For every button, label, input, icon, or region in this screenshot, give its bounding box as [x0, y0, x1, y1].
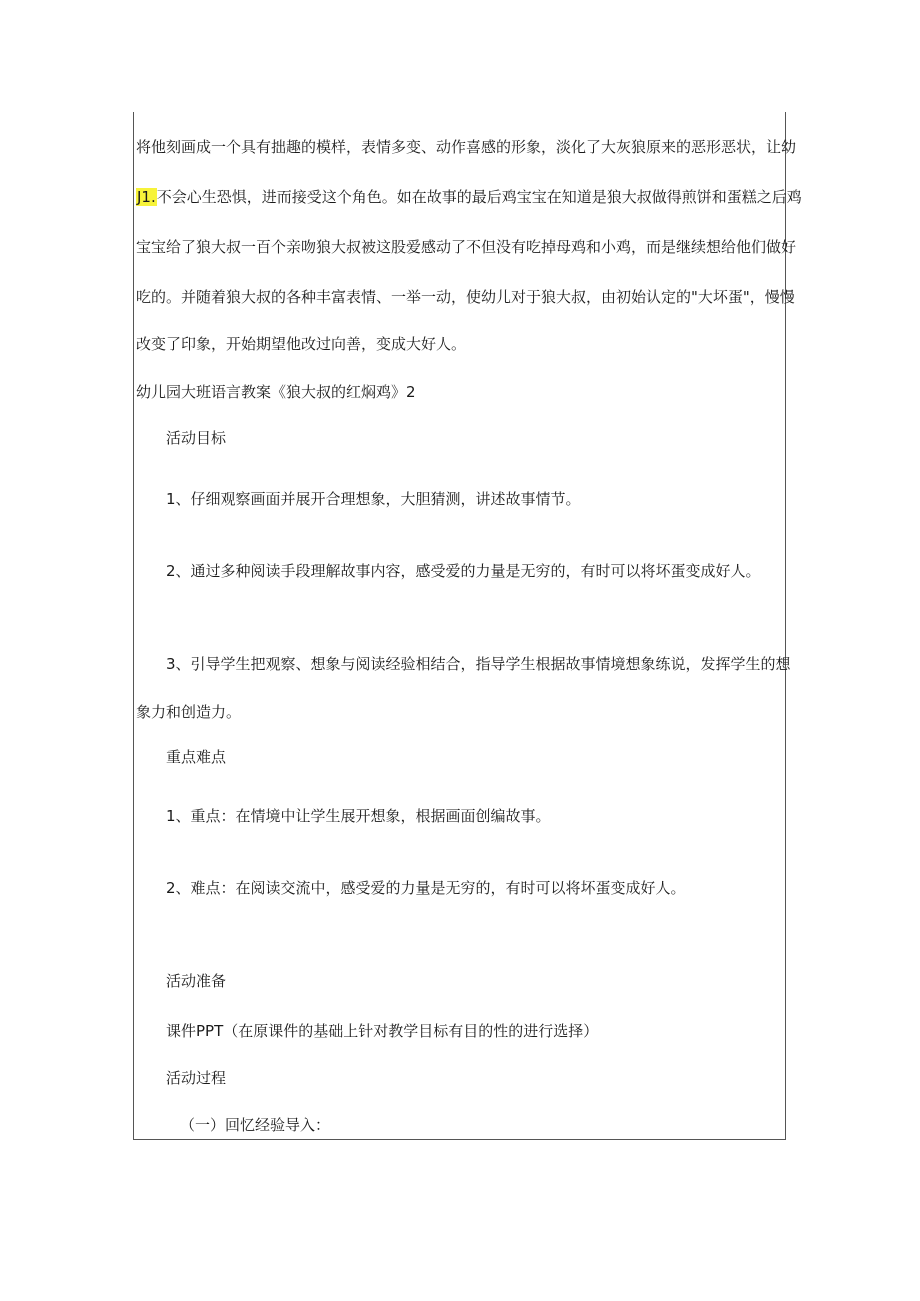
key-points-heading: 重点难点: [166, 748, 227, 766]
goals-heading: 活动目标: [166, 429, 227, 447]
intro-line-1: 将他刻画成一个具有拙趣的模样，表情多变、动作喜感的形象，淡化了大灰狼原来的恶形恶状，让幼: [136, 138, 797, 156]
goal-item-3-cont: 象力和创造力。: [136, 703, 242, 721]
preparation-item: 课件PPT（在原课件的基础上针对教学目标有目的性的进行选择）: [166, 1022, 599, 1040]
process-step-1: （一）回忆经验导入：: [180, 1116, 331, 1134]
intro-line-2: [136, 187, 802, 207]
goal-item-1: 1、仔细观察画面并展开合理想象，大胆猜测，讲述故事情节。: [166, 490, 581, 508]
page-frame: [133, 112, 797, 1140]
highlight-mark: J1.: [137, 188, 156, 206]
intro-line-2-text: 不会心生恐惧，进而接受这个角色。如在故事的最后鸡宝宝在知道是狼大叔做得煎饼和蛋糕之后鸡: [156, 188, 802, 206]
goal-item-3: 3、引导学生把观察、想象与阅读经验相结合，指导学生根据故事情境想象练说，发挥学生的想: [166, 655, 791, 673]
key-point-1: 1、重点：在情境中让学生展开想象，根据画面创编故事。: [166, 807, 551, 825]
preparation-heading: 活动准备: [166, 972, 227, 990]
intro-line-3: 宝宝给了狼大叔一百个亲吻狼大叔被这股爱感动了不但没有吃掉母鸡和小鸡，而是继续想给他们做好: [136, 238, 797, 256]
intro-line-4: 吃的。并随着狼大叔的各种丰富表情、一举一动，使幼儿对于狼大叔，由初始认定的"大坏蛋"，慢慢: [136, 288, 795, 306]
goal-item-2: 2、通过多种阅读手段理解故事内容，感受爱的力量是无穷的，有时可以将坏蛋变成好人。: [166, 562, 761, 580]
key-point-2: 2、难点：在阅读交流中，感受爱的力量是无穷的，有时可以将坏蛋变成好人。: [166, 879, 686, 897]
document-title: 幼儿园大班语言教案《狼大叔的红焖鸡》2: [136, 383, 416, 401]
process-heading: 活动过程: [166, 1069, 227, 1087]
intro-line-5: 改变了印象，开始期望他改过向善，变成大好人。: [136, 335, 467, 353]
